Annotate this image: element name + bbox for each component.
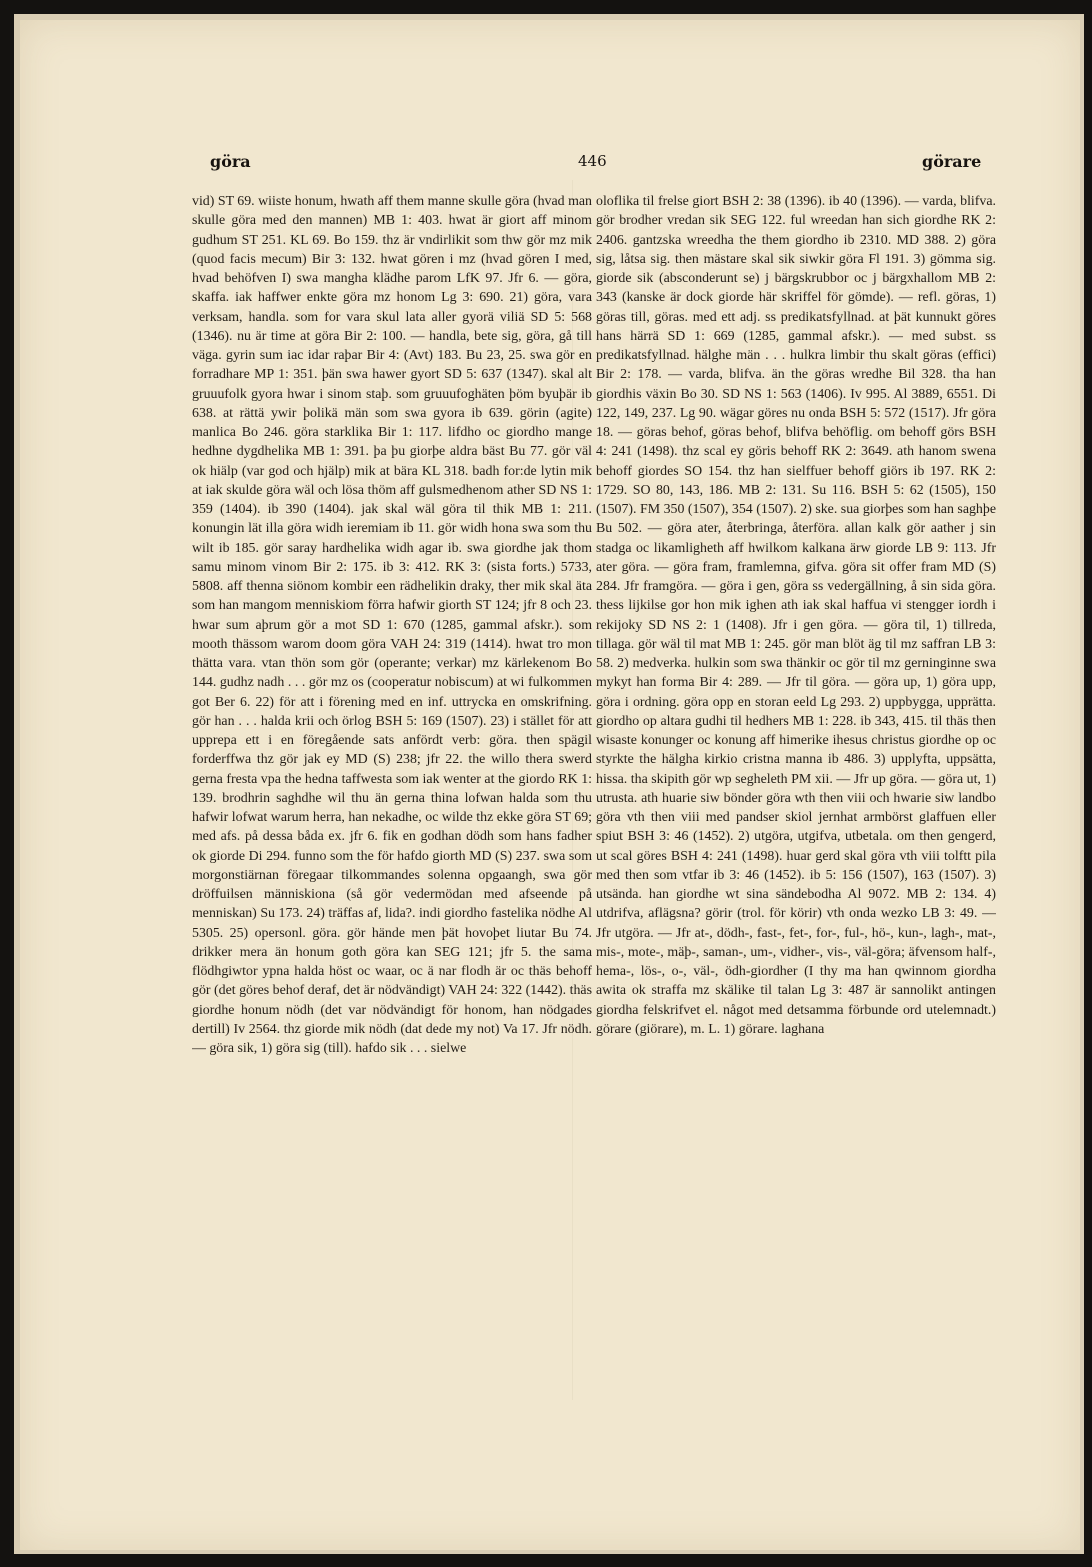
right-column-text: oloflika til frelse giort BSH 2: 38 (1396). ib 40 (1396). — varda, blifva. gör brodher vredan sik SEG 122. ful wreedan han sich giordhe RK 2: 2406. gantzska wreedha the them giordho ib 2310. MD 388. 2) göra sig, låtsa sig. then mästare skal sik siwkir göra Fl 191. 3) gömma sig. giorde sik (absconderunt se) j bärgskrubbor oc j bärgxhallom MB 2: 343 (kanske är dock giorde här skriffel för gömde). — refl. göras, 1) göras till, göras. med ett adj. ss predikatsfyllnad. at þät kunnukt göres hans härrä SD 1: 669 (1285, gammal afskr.). — med subst. ss predikatsfyllnad. hälghe män . . . hulkra limbir thu skalt göras (effici) Bir 2: 178. — varda, blifva. än the göras wredhe Bil 328. tha han giordhis växin Bo 30. SD NS 1: 563 (1406). Iv 995. Al 3889, 6551. Di 122, 149, 237. Lg 90. wägar göres nu onda BSH 5: 572 (1517). Jfr göra 18. — göras behof, göras behof, blifva behöflig. om behoff görs BSH 4: 241 (1498). thz scal ey göris behoff RK 2: 3649. ath hanom swena behoff giordes SO 154. thz han sielffuer behoff giörs ib 197. RK 2: 1729. SO 80, 143, 186. MB 2: 131. Su 116. BSH 5: 62 (1505), 150 (1507). FM 350 (1507), 354 (1507). 2) ske. sua giorþes som han saghþe Bu 502. — göra ater, återbringa, återföra. allan kalk gör aather j sin stadga oc likamligheth aff hwilkom kalkana ärw giorde LB 9: 113. Jfr ater göra. — göra fram, framlemna, gifva. göra sit offer fram MD (S) 284. Jfr framgöra. — göra i gen, göra ss vedergällning, å sin sida göra. thess lijkilse gor hon mik ighen ath iak skal haffua vi stengger iordh i rekijoky SD NS 2: 1 (1408). Jfr i gen göra. — göra til, 1) tillreda, tillaga. gör wäl til mat MB 1: 245. gör man blöt äg til mz saffran LB 3: 58. 2) medverka. hulkin som swa thänkir oc gör til mz gerninginne swa mykyt han forma Bir 4: 289. — Jfr til göra. — göra up, 1) göra upp, göra i ordning. göra opp en storan eeld Lg 293. 2) uppbygga, upprätta. giordho op altara gudhi til hedhers MB 1: 228. ib 343, 415. til thäs then wisaste konunger oc konung aff himerike ihesus christus giordhe op oc styrkte the hälgha kirkio cristna manna ib 486. 3) upplyfta, uppsätta, hissa. tha skipith gör wp segheleth PM xii. — Jfr up göra. — göra ut, 1) utrusta. ath huarie siw bönder göra wth then viii och hwarie siw landbo göra vth then viii med pandser skiol jernhat armbörst glaffuen eller spiut BSH 3: 46 (1452). 2) utgöra, utgifva, utbetala. om then gengerd, ut scal göres BSH 4: 241 (1498). huar gerd skal göra vth viii tolftt pila med then som vtfar ib 3: 46 (1452). ib 5: 156 (1507), 163 (1507). 3) utsända. han giordhe wt sina sändebodha Al 9072. MB 2: 134. 4) utdrifva, aflägsna? görir (trol. för körir) vth onda wezko LB 3: 49. — Jfr utgöra. — Jfr at-, dödh-, fast-, fet-, for-, ful-, hö-, kun-, lagh-, mat-, mis-, mote-, mäþ-, saman-, um-, vidher-, vis-, väl-göra; äfvensom half-, hema-, lös-, o-, väl-, ödh-giordher (I thy ma han qwinnom giordha awita ok straffa mz skälike til talan Lg 3: 487 är sannolikt antingen giordha felskrifvet el. något med detsamma förbunde ord utelemnadt.) görare (giörare), m. L. 1) görare. laghana [596,194,996,1037]
running-head [20,152,1080,174]
right-column [596,192,996,1382]
dictionary-page [20,20,1080,1550]
left-column [192,192,592,1382]
left-column-text: vid) ST 69. wiiste honum, hwath aff them manne skulle göra (hvad man skulle göra med den mannen) MB 1: 403. hwat är giort aff minom gudhum ST 251. KL 69. Bo 159. thz är vndirlikit som thw gör mz mik (quod facis mecum) Bir 3: 132. hwat gören i mz (hvad gören I med, hvad behöfven I) swa mangha klädhe parom LfK 97. Jfr 6. — göra, skaffa. iak haffwer enkte göra mz honom Lg 3: 690. 21) göra, vara verksam, handla. som for vara skul lata aller gyorä viliä SD 5: 568 (1346). nu är time at göra Bir 2: 100. — handla, bete sig, göra, gå till väga. gyrin sum iac idar raþar Bir 4: (Avt) 183. Bu 23, 25. swa gör en forradhare MP 1: 351. þän swa hawer gyort SD 5: 637 (1347). skal alt gruuufolk gyora hwar i sinom staþ. som gruuufoghäten þöm byuþär ib 638. at rättä ywir þolikä män som swa gyora ib 639. görin (agite) manlica Bo 246. göra starklika Bir 1: 117. lifdho oc giordho mange hedhne dygdhelika MB 1: 391. þa þu giorþe aldra bäst Bu 77. gör väl ok hiälp (var god och hjälp) mik at bära KL 318. badh for:de lytin mik at iak skulde göra wäl och lösa thöm aff gulsmedhenom ather SD NS 1: 359 (1404). ib 390 (1404). jak skal wäl göra til thik MB 1: 211. konungin lät illa göra widh ieremiam ib 11. gör widh hona swa som thu wilt ib 185. gör saray hardhelika widh agar ib. swa giordhe jak thom samu minom vinom Bir 2: 175. ib 3: 412. RK 3: (sista forts.) 5733, 5808. aff thenna siönom kombir een rädhelikin draky, ther mik skal äta som han mangom menniskiom förra hafwir giorth ST 124; jfr 8 och 23. hwar sum aþrum gör a mot SD 1: 670 (1285, gammal afskr.). som mooth thässom warom doom göra VAH 24: 319 (1414). hwat tro mon thätta vara. vtan thön som gör (operante; verkar) mz kärlekenom Bo 144. gudhz nadh . . . gör mz os (cooperatur nobiscum) at wi fulkommen got Ber 6. 22) för att i förening med en inf. uttrycka en omskrifning. gör han . . . halda krii och örlog BSH 5: 169 (1507). 23) i stället för att upprepa ett i en föregående sats anfördt verb: göra. then spägil forderffwa thz gör jak ey MD (S) 238; jfr 22. the willo thera swerd gerna fresta vpa the hedna taffwesta som iak wenter at the giordo RK 1: 139. brodhrin saghdhe wil thu än gerna thina lofwan halda som thu hafwir lofwat warum herra, han nekadhe, oc wilde thz ekke göra ST 69; med afs. på dessa båda ex. jfr 6. fik en godhan dödh som hans fadher ok giorde Di 294. funno som the för hafdo giorth MD (S) 237. swa som morgonstiärnan föregaar tilkommandes solenna opgaangh, swa gör dröffuilsen människiona (så gör vedermödan med afseende på menniskan) Su 173. 24) träffas af, lida?. indi giordho fastelika nödhe Al 5305. 25) opersonl. göra. gör hände men þät hovoþet liutar Bu 74. drikker mera än honum goth göra kan SEG 121; jfr 5. the sama flödhgiwtor ypna halda höst oc waar, oc ä nar flodh är oc thäs behoff gör (det göres behof deraf, det är nödvändigt) VAH 24: 322 (1442). thäs giordhe honum nödh (det var nödvändigt för honom, han nödgades dertill) Iv 2564. thz giorde mik nödh (dat dede my not) Va 17. Jfr nödh. — göra sik, 1) göra sig (till). hafdo sik . . . sielwe [192,194,592,1056]
guide-word-left: göra [210,152,251,171]
guide-word-right: görare [922,152,982,171]
page-number: 446 [578,152,607,170]
